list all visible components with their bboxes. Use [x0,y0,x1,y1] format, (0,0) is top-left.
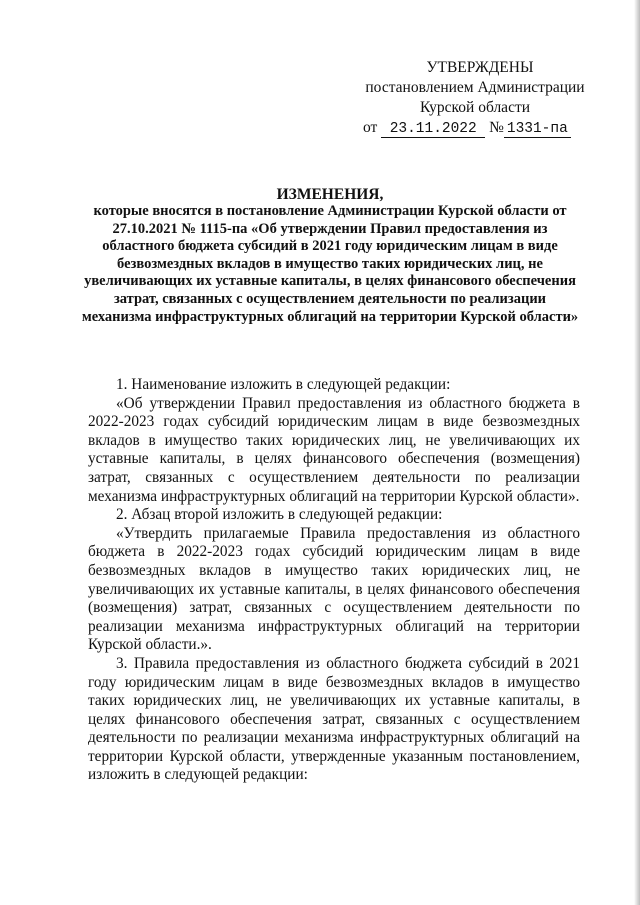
date-prefix: от [363,119,378,136]
approval-stamp [355,58,595,138]
approval-line-2: Курской области [419,99,531,116]
approval-line-1: постановлением Администрации [365,79,585,96]
approval-date: 23.11.2022 [381,121,485,138]
paragraph-4: «Утвердить прилагаемые Правила предоставления из областного бюджета в 2022-2023 годах субсидий юридическим лицам в виде безвозмездных вкладов в имущество таких юридических лиц, не увеличивающих их уставные капиталы, в целях финансового обеспечения (возмещения) затрат, связанных с осуществлением деятельности по реализации механизма инфраструктурных облигаций на территории Курской области.». [88,524,580,654]
approval-title: УТВЕРЖДЕНЫ [426,59,534,76]
number-prefix: № [489,119,504,136]
paragraph-1: 1. Наименование изложить в следующей редакции: [116,376,451,393]
document-subtitle: которые вносятся в постановление Администрации Курской области от 27.10.2021 № 1115-па «Об утверждении Правил предоставления из областного бюджета субсидий в 2021 году юридическим лицам в виде безвозмездных вкладов в имущество таких юридических лиц, не увеличивающих их уставные капиталы, в целях финансового обеспечения затрат, связанных с осуществлением деятельности по реализации механизма инфраструктурных облигаций на территории Курской области» [81,203,579,325]
scan-edge-shadow [634,0,640,905]
document-title: ИЗМЕНЕНИЯ, [276,186,384,203]
document-body [88,376,580,785]
paragraph-2: «Об утверждении Правил предоставления из областного бюджета в 2022-2023 годах субсидий юридическим лицам в виде безвозмездных вкладов в имущество таких юридических лиц, не увеличивающих их уставные капиталы, в целях финансового обеспечения (возмещения) затрат, связанных с осуществлением деятельности по реализации механизма инфраструктурных облигаций на территории Курской области». [88,394,580,505]
paragraph-3: 2. Абзац второй изложить в следующей редакции: [116,506,443,524]
paragraph-5: 3. Правила предоставления из областного бюджета субсидий в 2021 году юридическим лицам в виде безвозмездных вкладов в имущество таких юридических лиц, не увеличивающих их уставные капиталы, в целях финансового обеспечения затрат, связанных с осуществлением деятельности по реализации механизма инфраструктурных облигаций на территории Курской области, утвержденные указанным постановлением, изложить в следующей редакции: [88,654,580,784]
approval-number: 1331-па [504,121,571,138]
approval-date-line [355,118,595,138]
